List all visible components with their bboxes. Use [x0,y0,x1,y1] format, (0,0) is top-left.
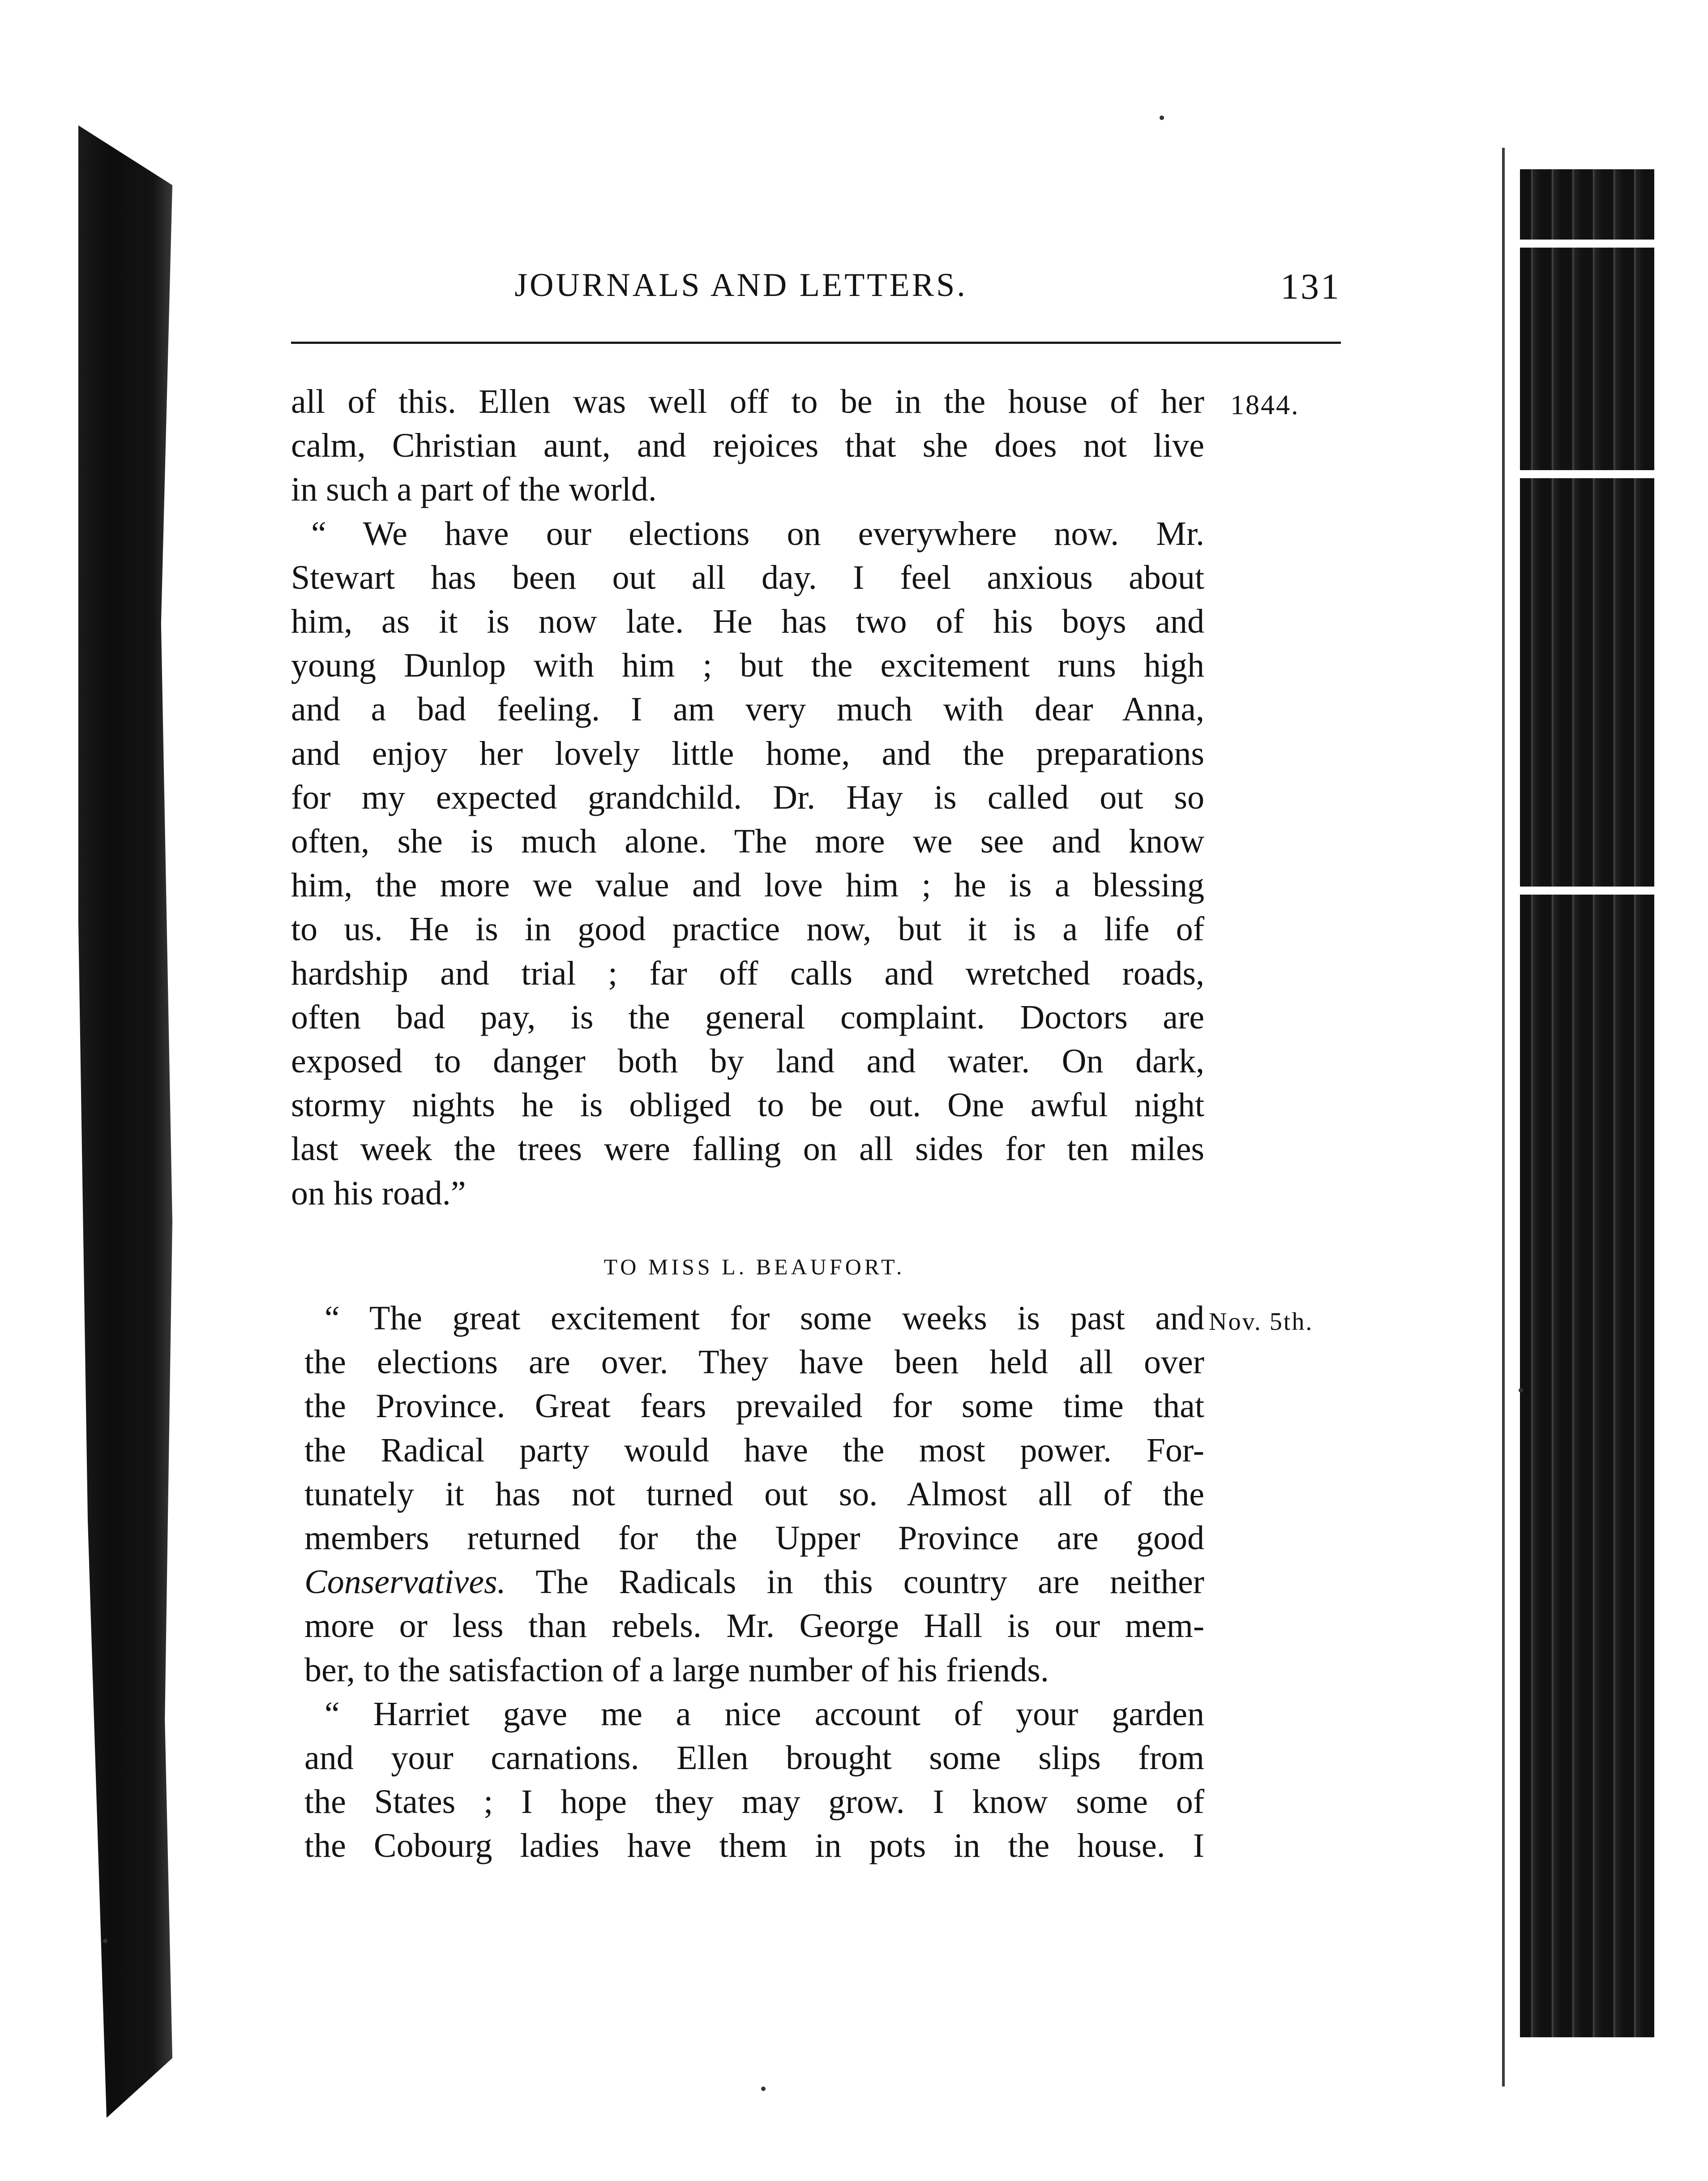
text-line: all of this. Ellen was well off to be in the house of her [291,383,1204,420]
text-line: and your carnations. Ellen brought some slips from [304,1739,1204,1777]
text-line: and enjoy her lovely little home, and the preparations [291,734,1204,772]
running-head [293,266,1341,316]
header-rule [291,342,1341,344]
text-line: often, she is much alone. The more we see and know [291,823,1204,861]
italic-word: Conservatives. [304,1563,506,1601]
letter-heading: TO MISS L. BEAUFORT. [604,1254,905,1279]
text-line: the Cobourg ladies have them in pots in the house. I [304,1827,1204,1865]
text-line: hardship and trial ; far off calls and wretched roads, [291,954,1204,992]
text-line: “ Harriet gave me a nice account of your garden [325,1695,1204,1733]
text-line: last week the trees were falling on all sides for ten miles [291,1130,1204,1168]
page-edge-strip [1520,161,1654,2037]
edge-band [1520,470,1654,478]
page-number: 131 [1280,266,1341,307]
binding-shadow [78,125,172,2118]
text-line: in such a part of the world. [291,471,657,509]
text-line: for my expected grandchild. Dr. Hay is called out so [291,778,1204,816]
text-line: young Dunlop with him ; but the excitement runs high [291,647,1204,685]
text-line: members returned for the Upper Province are good [304,1519,1204,1557]
text-line: often bad pay, is the general complaint. Doctors are [291,998,1204,1036]
text-line: exposed to danger both by land and water. On dark, [291,1042,1204,1080]
margin-date: Nov. 5th. [1209,1308,1314,1336]
text-line: to us. He is in good practice now, but it is a life of [291,910,1204,948]
text-line: the elections are over. They have been held all over [304,1343,1204,1381]
scan-speck [1160,116,1164,120]
scan-speck [103,1939,107,1943]
edge-band [1520,887,1654,895]
text-line: the Radical party would have the most power. For- [304,1431,1204,1469]
scan-speck [761,2087,766,2091]
paragraph-block-one [291,380,1204,1215]
edge-band [1520,161,1654,169]
text-line: the States ; I hope they may grow. I know some of [304,1783,1204,1821]
scan-speck [1519,1388,1523,1393]
text-line: and a bad feeling. I am very much with dear Anna, [291,690,1204,728]
paragraph-block-two [304,1296,1204,1868]
text-line: Stewart has been out all day. I feel anxious about [291,558,1204,596]
text-line [304,1560,1204,1604]
edge-line [1502,148,1505,2087]
margin-year: 1844. [1230,390,1300,420]
edge-band [1520,240,1654,248]
text-line: him, the more we value and love him ; he is a blessing [291,866,1204,904]
text-line: ber, to the satisfaction of a large number of his friends. [304,1651,1049,1689]
text-line: tunately it has not turned out so. Almost all of the [304,1475,1204,1513]
text-line: “ The great excitement for some weeks is past and [325,1299,1204,1337]
text-line: him, as it is now late. He has two of his boys and [291,603,1204,641]
text-fragment: The Radicals in this country are neither [505,1563,1204,1601]
running-title: JOURNALS AND LETTERS. [514,267,967,304]
text-line: more or less than rebels. Mr. George Hall is our mem- [304,1607,1204,1645]
text-line: “ We have our elections on everywhere now. Mr. [311,514,1204,553]
text-line: stormy nights he is obliged to be out. One awful night [291,1086,1204,1124]
text-line: on his road.” [291,1174,466,1212]
text-line: the Province. Great fears prevailed for some time that [304,1387,1204,1425]
text-line: calm, Christian aunt, and rejoices that she does not live [291,427,1204,465]
